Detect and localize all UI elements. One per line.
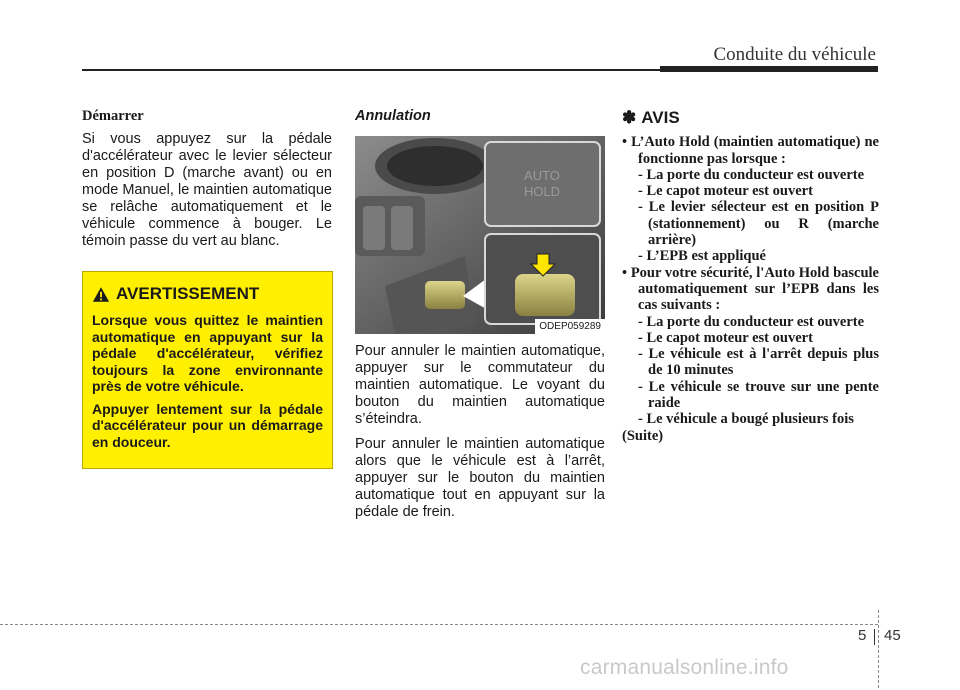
warning-triangle-icon (92, 286, 110, 303)
warning-paragraph-1: Lorsque vous quittez le maintien automatique en appuyant sur la pédale d'accélérateur, vérifiez toujours la zone environnante près de votre véhicule. (92, 312, 323, 394)
warning-box (82, 271, 333, 469)
auto-hold-photo (355, 136, 605, 334)
avis-item: - Le véhicule a bougé plusieurs fois (638, 411, 854, 428)
avis-item: - Le levier sélecteur est en position P (stationnement) ou R (marche arrière) (638, 199, 879, 249)
avis-item: - La porte du conducteur est ouverte (638, 313, 865, 330)
avis-suite: (Suite) (622, 427, 664, 444)
avis-item: - La porte du conducteur est ouverte (638, 166, 865, 183)
warning-title: AVERTISSEMENT (116, 284, 260, 303)
page-number: 45 (884, 627, 901, 644)
avis-star-icon: ✽ (622, 108, 637, 127)
page-number-separator (874, 629, 875, 645)
annulation-paragraph-1: Pour annuler le maintien automatique, appuyer sur le commutateur du maintien automatique. Le voyant du bouton du maintien automatique s’éteindra. (355, 343, 605, 427)
demarrer-body: Si vous appuyez sur la pédale d'accélérateur avec le levier sélecteur en position D (marche avant) ou en mode Manuel, le maintien automatique se relâche automatiquement et le véhicule commence à bouger. Le témoin passe du vert au blanc. (82, 131, 332, 249)
section-heading-demarrer: Démarrer (82, 108, 144, 124)
avis-item: - L’EPB est appliqué (638, 248, 766, 265)
chapter-number: 5 (858, 627, 867, 644)
avis-item: - Le véhicule est à l'arrêt depuis plus de 10 minutes (638, 346, 879, 379)
header-rule-accent (660, 66, 878, 72)
warning-paragraph-2: Appuyer lentement sur la pédale d'accélérateur pour un démarrage en douceur. (92, 400, 323, 450)
avis-heading (622, 110, 879, 126)
avis-bullet-1: • L’Auto Hold (maintien automatique) ne fonctionne pas lorsque : (622, 134, 879, 167)
auto-hold-label-line1: AUTO (524, 168, 560, 183)
footer-rule (0, 624, 878, 625)
column-left (82, 108, 332, 250)
avis-item: - Le véhicule se trouve sur une pente raide (638, 378, 879, 412)
watermark: carmanualsonline.info (580, 656, 789, 679)
footer-vertical-rule (878, 610, 879, 688)
avis-bullet-2: • Pour votre sécurité, l'Auto Hold bascule automatiquement sur l’EPB dans les cas suivants : (622, 264, 879, 314)
warning-heading (92, 284, 323, 304)
avis-item: - Le capot moteur est ouvert (638, 329, 813, 346)
annulation-paragraph-2: Pour annuler le maintien automatique alors que le véhicule est à l’arrêt, appuyer sur le bouton du maintien automatique tout en appuyant sur la pédale de frein. (355, 436, 605, 520)
auto-hold-console-illustration (355, 136, 605, 334)
avis-title: AVIS (641, 108, 680, 127)
auto-hold-label-line2: HOLD (523, 184, 561, 199)
section-heading-annulation: Annulation (355, 108, 431, 124)
photo-caption: ODEP059289 (535, 319, 605, 334)
page-header-title: Conduite du véhicule (713, 44, 876, 65)
column-middle (355, 108, 605, 521)
avis-item: - Le capot moteur est ouvert (638, 183, 813, 200)
column-right-avis (622, 110, 879, 444)
